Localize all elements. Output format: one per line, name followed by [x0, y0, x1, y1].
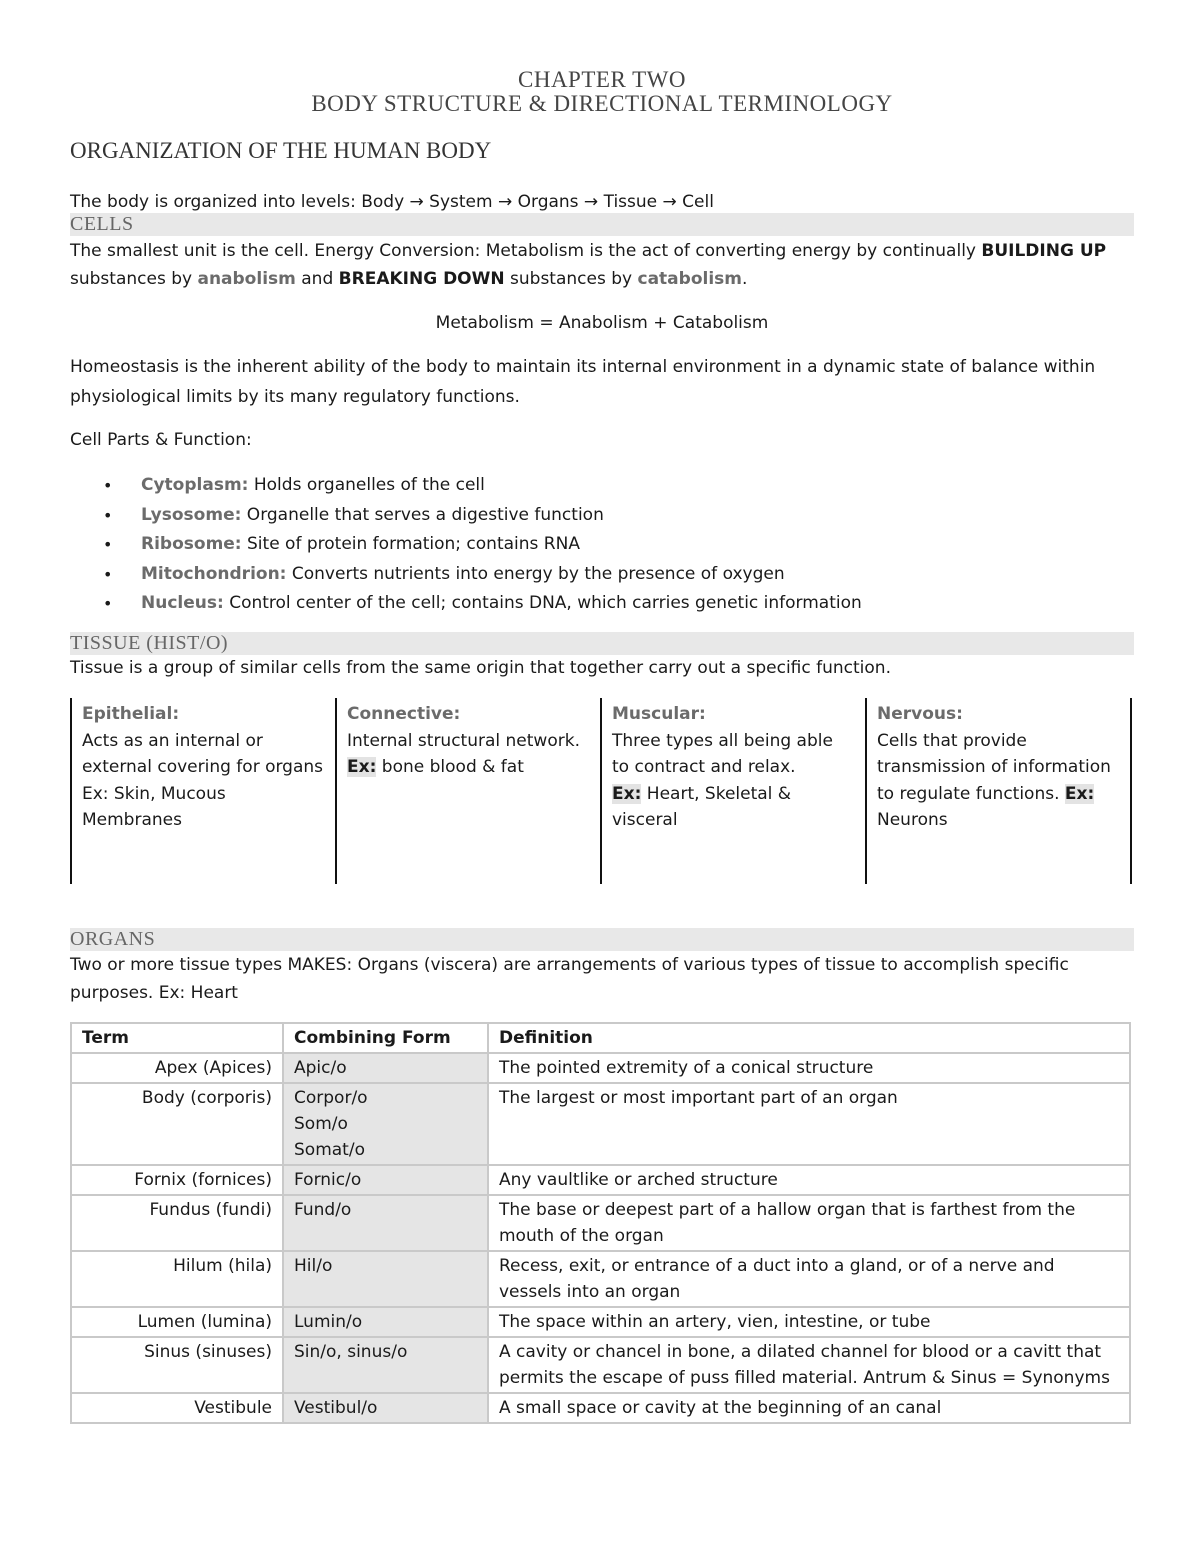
organs-table	[70, 1022, 1131, 1424]
breaking-down-text: BREAKING DOWN	[338, 269, 505, 289]
list-item: • Cytoplasm: Holds organelles of the cell	[70, 471, 862, 501]
cells-heading: CELLS	[70, 213, 1134, 236]
table-row: Sinus (sinuses) Sin/o, sinus/o A cavity or chancel in bone, a dilated channel for blood or a cavitt that permits the escape of puss filled material. Antrum & Sinus = Synonyms	[71, 1337, 1130, 1393]
tissue-intro: Tissue is a group of similar cells from the same origin that together carry out a specific function.	[70, 658, 891, 678]
organs-heading: ORGANS	[70, 928, 1134, 951]
tissue-connective	[335, 698, 600, 884]
catabolism-term: catabolism	[637, 269, 742, 289]
chapter-number: CHAPTER TWO	[518, 67, 686, 92]
chapter-subtitle: BODY STRUCTURE & DIRECTIONAL TERMINOLOGY	[311, 91, 893, 116]
tissue-type-example: Ex: Skin, Mucous Membranes	[82, 783, 226, 830]
bullet-icon: •	[103, 535, 113, 554]
table-row: Apex (Apices) Apic/o The pointed extremity of a conical structure	[71, 1053, 1130, 1083]
levels-text: The body is organized into levels: Body → System → Organs → Tissue → Cell	[70, 192, 714, 212]
tissue-type-text: Acts as an internal or external covering for organs	[82, 730, 324, 777]
chapter-title	[70, 68, 1134, 116]
tissue-type-example: Ex: bone blood & fat	[347, 757, 524, 777]
table-row: Body (corporis) Corpor/o Som/o Somat/o The largest or most important part of an organ	[71, 1083, 1130, 1165]
tissue-type-text: Cells that provide transmission of information to regulate functions. Ex: Neurons	[877, 730, 1111, 830]
table-header-row	[71, 1023, 1130, 1053]
bullet-icon: •	[103, 564, 113, 584]
tissue-types-grid	[70, 698, 1132, 884]
tissue-type-title: Connective:	[347, 704, 461, 724]
table-row: Hilum (hila) Hil/o Recess, exit, or entrance of a duct into a gland, or of a nerve and vessels into an organ	[71, 1251, 1130, 1307]
list-item: • Nucleus: Control center of the cell; contains DNA, which carries genetic information	[70, 589, 862, 619]
column-header: Term	[71, 1023, 283, 1053]
table-row: Vestibule Vestibul/o A small space or cavity at the beginning of an canal	[71, 1393, 1130, 1423]
bullet-icon: •	[103, 505, 113, 525]
list-item: • Ribosome: Site of protein formation; contains RNA	[70, 530, 862, 560]
cells-text-3: and	[295, 269, 339, 289]
bullet-icon: •	[103, 476, 113, 495]
tissue-type-title: Epithelial:	[82, 704, 180, 724]
table-row: Fundus (fundi) Fund/o The base or deepest part of a hallow organ that is farthest from the mouth of the organ	[71, 1195, 1130, 1251]
cell-parts-list	[70, 471, 862, 619]
organization-heading: ORGANIZATION OF THE HUMAN BODY	[70, 138, 492, 163]
table-row: Lumen (lumina) Lumin/o The space within an artery, vien, intestine, or tube	[71, 1307, 1130, 1337]
list-item: • Mitochondrion: Converts nutrients into energy by the presence of oxygen	[70, 560, 862, 590]
tissue-nervous	[865, 698, 1132, 884]
tissue-type-text: Internal structural network.	[347, 730, 580, 751]
tissue-type-text: Three types all being able to contract and relax.	[612, 730, 833, 777]
table-row: Fornix (fornices) Fornic/o Any vaultlike or arched structure	[71, 1165, 1130, 1195]
organs-intro: Two or more tissue types MAKES: Organs (viscera) are arrangements of various types of tissue to accomplish specific purposes. Ex: Heart	[70, 955, 1069, 1003]
tissue-type-title: Muscular:	[612, 704, 706, 724]
tissue-epithelial	[70, 698, 335, 884]
bullet-icon: •	[103, 594, 113, 613]
list-item: • Lysosome: Organelle that serves a digestive function	[70, 501, 862, 531]
homeostasis-paragraph: Homeostasis is the inherent ability of the body to maintain its internal environment in a dynamic state of balance within physiological limits by its many regulatory functions.	[70, 357, 1096, 407]
column-header: Definition	[488, 1023, 1130, 1053]
cells-paragraph	[70, 237, 1134, 293]
metabolism-equation: Metabolism = Anabolism + Catabolism	[435, 313, 769, 333]
tissue-type-title: Nervous:	[877, 704, 963, 724]
cells-text-5: .	[741, 269, 748, 289]
anabolism-term: anabolism	[197, 269, 296, 289]
cells-text-2: substances by	[70, 269, 198, 289]
tissue-muscular	[600, 698, 865, 884]
tissue-heading: TISSUE (HIST/O)	[70, 632, 1134, 655]
building-up-text: BUILDING UP	[981, 241, 1107, 261]
cells-text-1: The smallest unit is the cell. Energy Conversion: Metabolism is the act of converting energy by continually	[70, 241, 982, 261]
cells-text-4: substances by	[504, 269, 638, 289]
cell-parts-label: Cell Parts & Function:	[70, 430, 252, 450]
column-header: Combining Form	[283, 1023, 488, 1053]
tissue-type-example: Ex: Heart, Skeletal & visceral	[612, 783, 792, 830]
